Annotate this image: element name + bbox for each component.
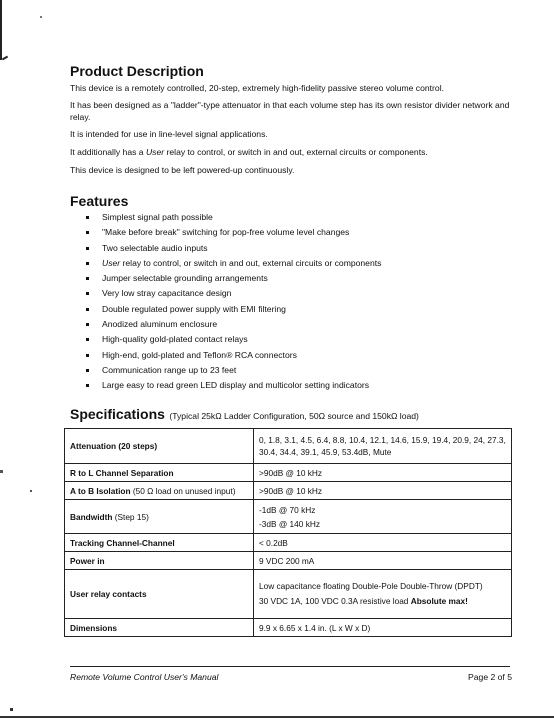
feature-text: High-end, gold-plated and Teflon® RCA connectors: [102, 349, 297, 360]
spec-value: [254, 429, 512, 464]
spec-value: [254, 482, 512, 500]
spec-value-text: 0, 1.8, 3.1, 4.5, 6.4, 8.8, 10.4, 12.1, 14.6, 15.9, 19.4, 20.9, 24, 27.3, 30.4, 34.4, 39.1, 45.9, 53.4dB, Mute: [259, 435, 506, 457]
feature-item: [86, 378, 381, 393]
table-row: [65, 619, 512, 637]
feature-item: [86, 256, 381, 271]
scan-mark: [40, 16, 42, 18]
spec-value-text: >90dB @ 10 kHz: [259, 485, 323, 496]
scan-edge-line: [0, 716, 554, 718]
spec-label: [65, 429, 254, 464]
spec-value: [254, 619, 512, 637]
spec-value-text: Low capacitance floating Double-Pole Double-Throw (DPDT): [259, 581, 483, 591]
feature-item: [86, 302, 381, 317]
spec-label: [65, 500, 254, 534]
paragraph-text: It additionally has a: [70, 147, 146, 157]
emphasis-text: User: [145, 147, 165, 157]
description-paragraph: It has been designed as a "ladder"-type attenuator in that each volume step has its own resistor divider network and relay.: [70, 100, 510, 122]
spec-label-note: (Step 15): [112, 511, 149, 522]
bullet-icon: [86, 308, 89, 311]
feature-text: Double regulated power supply with EMI filtering: [102, 303, 286, 314]
scan-mark: [30, 490, 32, 492]
spec-label-text: Tracking Channel-Channel: [70, 537, 175, 548]
spec-label-text: Bandwidth: [70, 511, 113, 522]
bullet-icon: [86, 216, 89, 219]
scan-mark: [2, 56, 8, 61]
spec-value: [254, 570, 512, 619]
scan-mark: [0, 470, 3, 473]
specifications-subtitle: (Typical 25kΩ Ladder Configuration, 50Ω source and 150kΩ load): [169, 411, 419, 421]
product-description-heading: Product Description: [70, 63, 204, 79]
bullet-icon: [86, 354, 89, 357]
bullet-icon: [86, 277, 89, 280]
feature-item: [86, 225, 381, 240]
feature-item: [86, 286, 381, 301]
spec-value: [254, 464, 512, 482]
paragraph-text: relay to control, or switch in and out, external circuits or components.: [164, 147, 428, 157]
feature-text: relay to control, or switch in and out, external circuits or components: [120, 257, 382, 268]
description-paragraph: This device is a remotely controlled, 20-step, extremely high-fidelity passive stereo volume control.: [70, 83, 444, 93]
spec-label: [65, 482, 254, 500]
description-paragraph: It is intended for use in line-level signal applications.: [70, 129, 268, 139]
spec-warning-text: Absolute max!: [410, 596, 468, 606]
bullet-icon: [86, 384, 89, 387]
bullet-icon: [86, 262, 89, 265]
specifications-table: [64, 428, 512, 637]
feature-item: [86, 348, 381, 363]
table-row: [65, 482, 512, 500]
bullet-icon: [86, 231, 89, 234]
features-list: [86, 210, 381, 394]
bullet-icon: [86, 323, 89, 326]
features-heading: Features: [70, 193, 129, 209]
spec-label: [65, 570, 254, 619]
feature-item: [86, 271, 381, 286]
bullet-icon: [86, 338, 89, 341]
feature-text: High-quality gold-plated contact relays: [102, 334, 248, 345]
table-row: [65, 552, 512, 570]
feature-text: Very low stray capacitance design: [102, 288, 232, 299]
footer-divider: [70, 666, 510, 667]
feature-text: Large easy to read green LED display and multicolor setting indicators: [102, 380, 370, 391]
table-row: [65, 500, 512, 534]
scan-mark: [0, 0, 2, 60]
description-paragraph: [70, 146, 510, 158]
feature-text: Anodized aluminum enclosure: [102, 319, 218, 330]
spec-label-text: Dimensions: [70, 622, 118, 633]
spec-value-text: >90dB @ 10 kHz: [259, 467, 323, 478]
bullet-icon: [86, 292, 89, 295]
page-number: Page 2 of 5: [468, 672, 512, 682]
feature-text: Jumper selectable grounding arrangements: [102, 273, 268, 284]
spec-label: [65, 552, 254, 570]
specifications-heading: [70, 406, 419, 424]
spec-label-text: R to L Channel Separation: [70, 467, 174, 478]
description-paragraph: This device is designed to be left powered-up continuously.: [70, 165, 295, 175]
table-row: [65, 570, 512, 619]
spec-label-text: User relay contacts: [70, 589, 147, 599]
spec-value-text: 9 VDC 200 mA: [259, 555, 315, 566]
feature-text: Simplest signal path possible: [102, 212, 213, 222]
specifications-title: Specifications: [70, 406, 165, 422]
feature-text: Two selectable audio inputs: [102, 242, 208, 253]
spec-value: [254, 534, 512, 552]
spec-value: [254, 552, 512, 570]
spec-value-text: < 0.2dB: [259, 537, 288, 548]
scan-mark: [10, 708, 13, 711]
spec-value-text: -3dB @ 140 kHz: [259, 518, 320, 529]
spec-label: [65, 464, 254, 482]
table-row: [65, 429, 512, 464]
feature-item: [86, 241, 381, 256]
spec-label-text: Attenuation (20 steps): [70, 441, 158, 451]
spec-value-line: [259, 594, 506, 608]
feature-text: "Make before break" switching for pop-free volume level changes: [102, 227, 350, 238]
feature-item: [86, 210, 381, 225]
table-row: [65, 464, 512, 482]
spec-value-text: -1dB @ 70 kHz: [259, 504, 316, 515]
spec-label: [65, 619, 254, 637]
feature-item: [86, 363, 381, 378]
spec-label-note: (50 Ω load on unused input): [130, 485, 236, 496]
footer-title: Remote Volume Control User's Manual: [70, 672, 219, 682]
spec-label-text: Power in: [70, 555, 105, 566]
bullet-icon: [86, 247, 89, 250]
spec-label-text: A to B Isolation: [70, 485, 131, 496]
feature-item: [86, 332, 381, 347]
feature-text: Communication range up to 23 feet: [102, 364, 237, 375]
emphasis-text: User: [102, 257, 121, 268]
feature-item: [86, 317, 381, 332]
spec-value: [254, 500, 512, 534]
bullet-icon: [86, 369, 89, 372]
spec-value-text: 9.9 x 6.65 x 1.4 in. (L x W x D): [259, 622, 371, 633]
table-row: [65, 534, 512, 552]
spec-value-text: 30 VDC 1A, 100 VDC 0.3A resistive load: [259, 596, 411, 606]
spec-label: [65, 534, 254, 552]
